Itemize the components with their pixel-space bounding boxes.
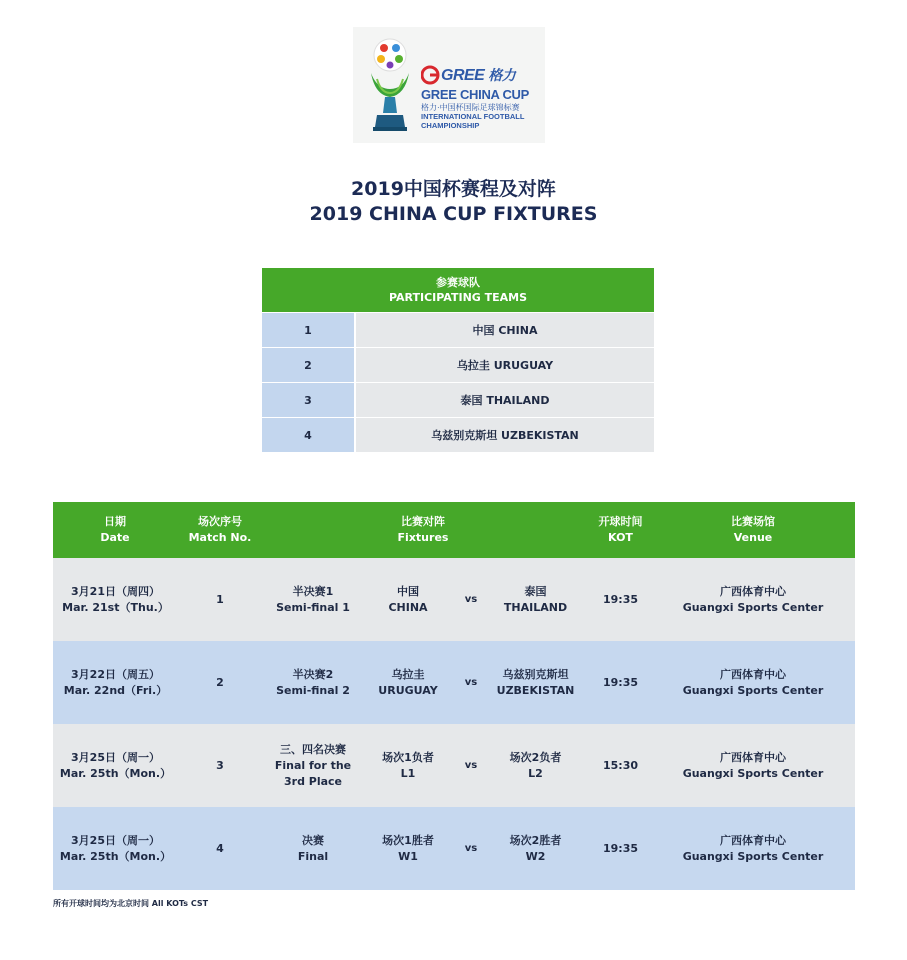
- cup-logo: [353, 27, 545, 143]
- team-number: 1: [262, 313, 354, 347]
- fixture-row: [53, 558, 855, 641]
- match-header-cn: 场次序号: [198, 515, 242, 528]
- stage-line: Semi-final 2: [276, 683, 350, 697]
- team-number: 3: [262, 383, 354, 417]
- away-team-en: W2: [525, 849, 546, 863]
- venue-cn: 广西体育中心: [720, 750, 786, 764]
- team-row: [262, 312, 654, 347]
- venue-en: Guangxi Sports Center: [682, 683, 824, 697]
- cup-name: GREE CHINA CUP: [421, 87, 529, 102]
- kickoff-time: 15:30: [602, 758, 638, 772]
- home-team-en: L1: [400, 766, 416, 780]
- teams-header-cn: 参赛球队: [436, 276, 480, 289]
- venue-en: Guangxi Sports Center: [682, 849, 824, 863]
- fixture-date: [53, 724, 178, 807]
- cup-cn-subtitle: 格力·中国杯国际足球锦标赛: [421, 103, 520, 112]
- away-team-cn: 乌兹别克斯坦: [502, 667, 569, 681]
- venue-en: Guangxi Sports Center: [682, 600, 824, 614]
- stage-line: 半决赛1: [292, 584, 334, 598]
- away-team-en: THAILAND: [503, 600, 568, 614]
- stage-line: 半决赛2: [292, 667, 334, 681]
- match-no-header: [175, 502, 265, 558]
- date-header: [65, 502, 165, 558]
- home-team-cn: 场次1胜者: [382, 833, 434, 847]
- trophy-icon: [359, 33, 421, 137]
- away-team-cn: 泰国: [524, 584, 547, 598]
- venue: [678, 558, 828, 641]
- page-title-cn: 2019中国杯赛程及对阵: [351, 178, 556, 200]
- venue: [678, 641, 828, 724]
- teams-header: [262, 268, 654, 312]
- fixture-row: [53, 641, 855, 724]
- kickoff-time: 19:35: [602, 841, 638, 855]
- date-cn: 3月21日（周四）: [71, 584, 160, 598]
- away-team: [488, 724, 583, 807]
- kickoff-time: 19:35: [602, 592, 638, 606]
- away-team-en: L2: [528, 766, 543, 780]
- fixtures-header-en: Fixtures: [397, 531, 449, 544]
- vs-label: vs: [464, 593, 478, 605]
- date-cn: 3月22日（周五）: [71, 667, 160, 681]
- kot-header-cn: 开球时间: [598, 515, 643, 528]
- stage-line: 3rd Place: [283, 774, 343, 788]
- match-header-en: Match No.: [188, 531, 252, 544]
- venue-en: Guangxi Sports Center: [682, 766, 824, 780]
- venue-header-en: Venue: [733, 531, 773, 544]
- match-stage: [263, 558, 363, 641]
- home-team: [368, 807, 448, 890]
- stage-line: Semi-final 1: [276, 600, 350, 614]
- venue-header-cn: 比赛场馆: [731, 515, 775, 528]
- team-name: 乌兹别克斯坦 UZBEKISTAN: [354, 418, 654, 452]
- date-cn: 3月25日（周一）: [71, 833, 160, 847]
- team-row: [262, 417, 654, 452]
- team-name: 乌拉圭 URUGUAY: [354, 348, 654, 382]
- away-team-en: UZBEKISTAN: [496, 683, 575, 697]
- date-en: Mar. 22nd（Fri.）: [63, 683, 168, 697]
- kickoff-time: 19:35: [602, 675, 638, 689]
- date-header-en: Date: [100, 531, 130, 544]
- kot-header-en: KOT: [608, 531, 633, 544]
- stage-line: Final: [297, 849, 329, 863]
- team-row: [262, 347, 654, 382]
- gree-brand: GREE 格力: [441, 67, 516, 84]
- fixtures-header: [53, 502, 855, 558]
- home-team-en: CHINA: [388, 600, 428, 614]
- away-team: [488, 807, 583, 890]
- away-team-cn: 场次2负者: [509, 750, 562, 764]
- team-number: 4: [262, 418, 354, 452]
- team-number: 2: [262, 348, 354, 382]
- home-team: [368, 641, 448, 724]
- fixtures-table: [53, 502, 855, 890]
- timezone-note: 所有开球时间均为北京时间 All KOTs CST: [53, 899, 209, 908]
- date-en: Mar. 21st（Thu.）: [62, 600, 169, 614]
- match-number: 2: [216, 675, 224, 689]
- venue: [678, 807, 828, 890]
- venue-cn: 广西体育中心: [720, 833, 786, 847]
- vs-label: vs: [464, 759, 478, 771]
- home-team-en: W1: [398, 849, 418, 863]
- fixture-date: [53, 641, 178, 724]
- team-row: [262, 382, 654, 417]
- match-number: 1: [216, 592, 224, 606]
- away-team: [488, 558, 583, 641]
- home-team-cn: 乌拉圭: [391, 667, 425, 681]
- date-en: Mar. 25th（Mon.）: [59, 766, 172, 780]
- venue-cn: 广西体育中心: [720, 584, 786, 598]
- date-en: Mar. 25th（Mon.）: [59, 849, 172, 863]
- venue-header: [683, 502, 823, 558]
- vs-label: vs: [464, 842, 478, 854]
- date-header-cn: 日期: [104, 515, 126, 528]
- fixture-row: [53, 724, 855, 807]
- vs-label: vs: [464, 676, 478, 688]
- venue: [678, 724, 828, 807]
- fixtures-header-cn: 比赛对阵: [401, 515, 445, 528]
- fixture-date: [53, 558, 178, 641]
- match-number: 3: [216, 758, 224, 772]
- away-team: [488, 641, 583, 724]
- home-team-cn: 中国: [397, 584, 419, 598]
- home-team-cn: 场次1负者: [382, 750, 434, 764]
- fixture-row: [53, 807, 855, 890]
- stage-line: 决赛: [302, 833, 324, 847]
- kot-header: [578, 502, 663, 558]
- home-team-en: URUGUAY: [378, 683, 438, 697]
- venue-cn: 广西体育中心: [720, 667, 786, 681]
- home-team: [368, 558, 448, 641]
- match-stage: [263, 724, 363, 807]
- page-title-en: 2019 CHINA CUP FIXTURES: [309, 203, 598, 225]
- participating-teams-table: [262, 268, 654, 452]
- cup-en-subtitle: INTERNATIONAL FOOTBALL CHAMPIONSHIP: [421, 112, 525, 130]
- team-name: 中国 CHINA: [354, 313, 654, 347]
- match-number: 4: [216, 841, 224, 855]
- date-cn: 3月25日（周一）: [71, 750, 160, 764]
- stage-line: 三、四名决赛: [280, 742, 346, 756]
- home-team: [368, 724, 448, 807]
- team-name: 泰国 THAILAND: [354, 383, 654, 417]
- teams-header-en: PARTICIPATING TEAMS: [388, 291, 528, 304]
- match-stage: [263, 807, 363, 890]
- fixture-date: [53, 807, 178, 890]
- away-team-cn: 场次2胜者: [509, 833, 562, 847]
- stage-line: Final for the: [274, 758, 352, 772]
- fixtures-col-header: [373, 502, 473, 558]
- match-stage: [263, 641, 363, 724]
